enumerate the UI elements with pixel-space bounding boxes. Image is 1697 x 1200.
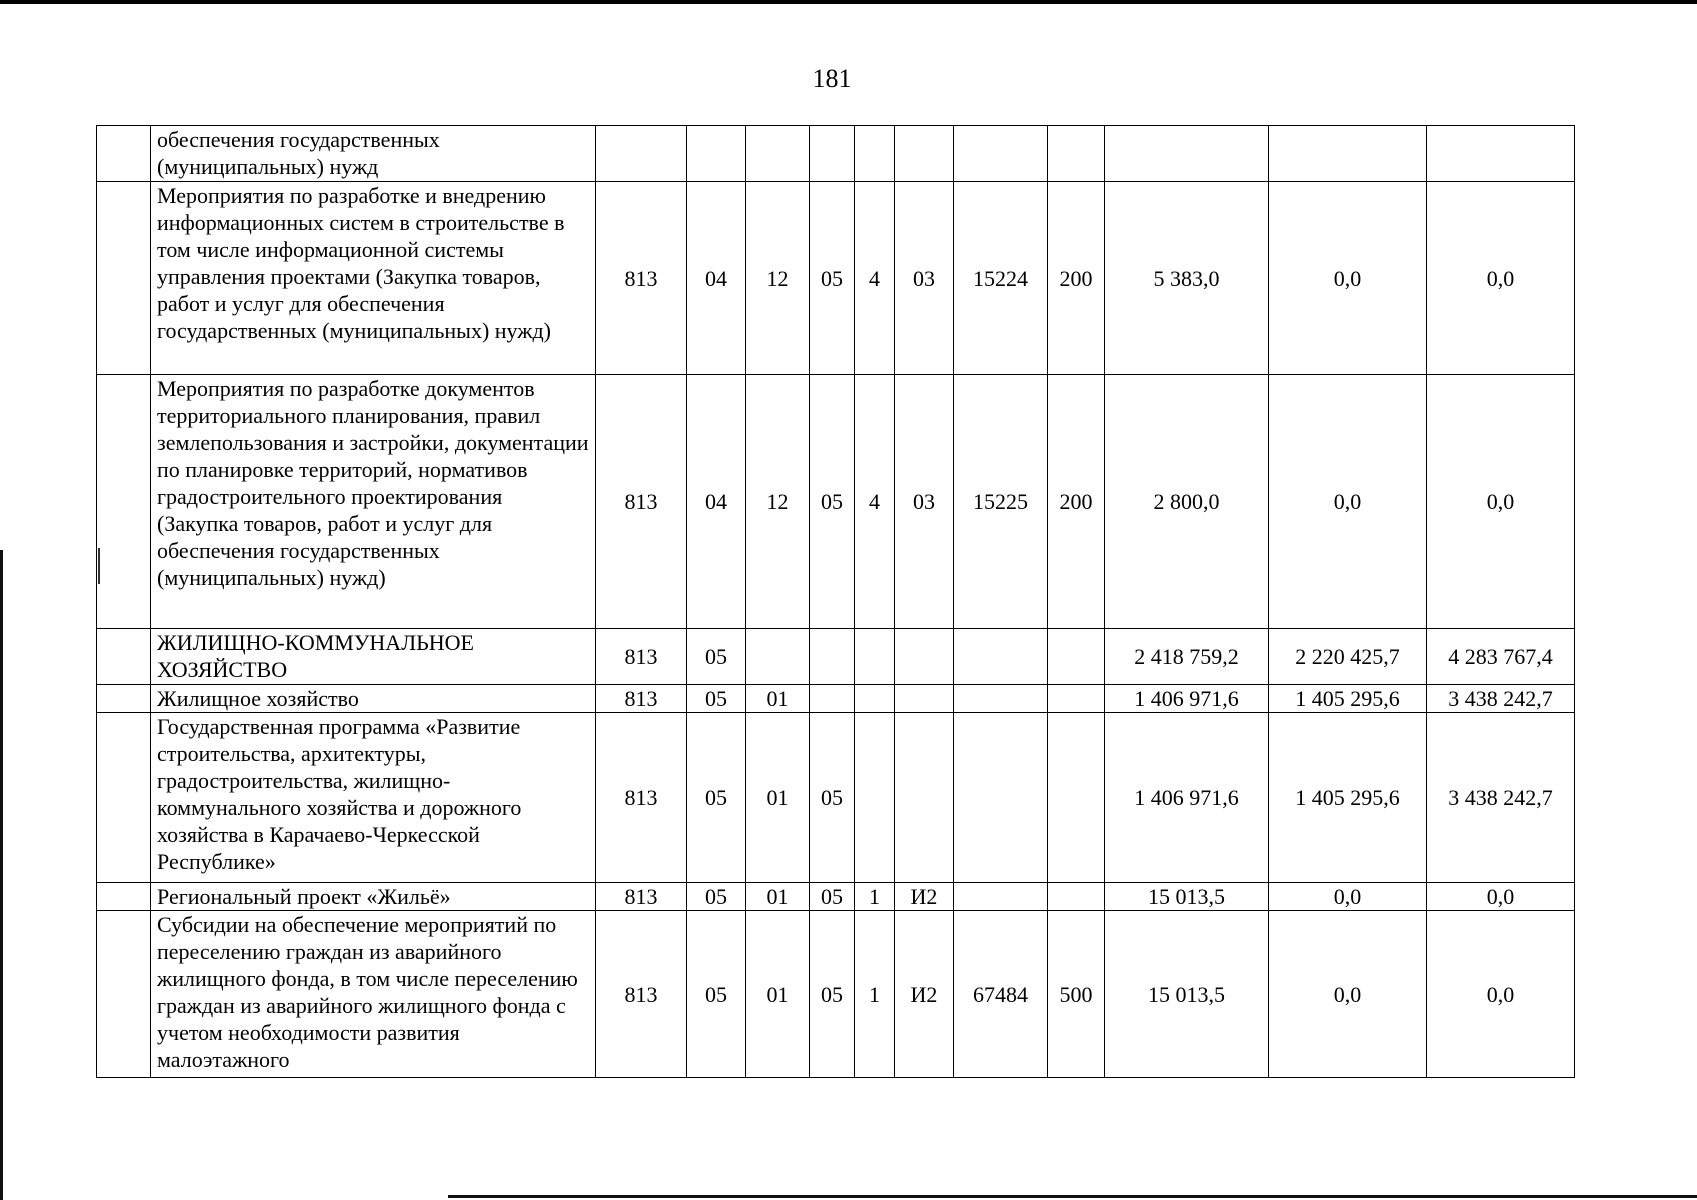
row-number-cell	[97, 126, 151, 182]
project-code	[895, 126, 954, 182]
amount-cell: 3 438 242,7	[1427, 685, 1575, 713]
subprogram-code	[855, 126, 895, 182]
table-row	[97, 182, 1575, 375]
table-row	[97, 685, 1575, 713]
direction-code: 15224	[954, 182, 1048, 375]
project-code: 03	[895, 375, 954, 629]
amount-cell: 1 405 295,6	[1269, 713, 1427, 883]
amount-cell: 0,0	[1269, 182, 1427, 375]
section-code: 05	[687, 713, 746, 883]
subprogram-code	[855, 713, 895, 883]
section-code: 05	[687, 685, 746, 713]
subsection-code	[746, 126, 810, 182]
item-name: Жилищное хозяйство	[151, 685, 596, 713]
scan-border-top	[0, 0, 1697, 4]
amount-cell: 2 220 425,7	[1269, 629, 1427, 685]
program-code: 05	[810, 911, 855, 1078]
project-code	[895, 629, 954, 685]
amount-cell: 0,0	[1427, 375, 1575, 629]
direction-code: 67484	[954, 911, 1048, 1078]
amount-cell	[1105, 126, 1269, 182]
row-number-cell	[97, 375, 151, 629]
amount-cell: 3 438 242,7	[1427, 713, 1575, 883]
subprogram-code	[855, 629, 895, 685]
expense-type-code	[1048, 685, 1105, 713]
amount-cell: 0,0	[1427, 883, 1575, 911]
row-number-cell	[97, 883, 151, 911]
expense-type-code: 200	[1048, 375, 1105, 629]
expense-type-code: 500	[1048, 911, 1105, 1078]
expense-type-code	[1048, 713, 1105, 883]
admin-code: 813	[596, 182, 687, 375]
project-code	[895, 685, 954, 713]
project-code: И2	[895, 911, 954, 1078]
item-name: Субсидии на обеспечение мероприятий по переселению граждан из аварийного жилищного фонда, в том числе переселению граждан из аварийного жилищного фонда с учетом необходимости развития малоэтажного	[151, 911, 596, 1078]
item-name: Мероприятия по разработке документов территориального планирования, правил землепользования и застройки, документации по планировке территорий, нормативов градостроительного проектирования (Закупка товаров, работ и услуг для обеспечения государственных (муниципальных) нужд)	[151, 375, 596, 629]
admin-code: 813	[596, 713, 687, 883]
direction-code	[954, 713, 1048, 883]
direction-code	[954, 883, 1048, 911]
amount-cell: 0,0	[1269, 375, 1427, 629]
amount-cell	[1427, 126, 1575, 182]
amount-cell: 4 283 767,4	[1427, 629, 1575, 685]
amount-cell: 5 383,0	[1105, 182, 1269, 375]
expense-type-code: 200	[1048, 182, 1105, 375]
program-code: 05	[810, 713, 855, 883]
table-row	[97, 629, 1575, 685]
subsection-code	[746, 629, 810, 685]
subprogram-code: 1	[855, 883, 895, 911]
direction-code	[954, 629, 1048, 685]
section-code: 04	[687, 375, 746, 629]
project-code: 03	[895, 182, 954, 375]
table-row	[97, 126, 1575, 182]
amount-cell: 0,0	[1427, 911, 1575, 1078]
scan-border-bottom	[448, 1195, 1697, 1198]
direction-code	[954, 685, 1048, 713]
row-number-cell	[97, 182, 151, 375]
section-code: 05	[687, 883, 746, 911]
subsection-code: 12	[746, 182, 810, 375]
admin-code: 813	[596, 911, 687, 1078]
item-name: обеспечения государственных (муниципальных) нужд	[151, 126, 596, 182]
table-row	[97, 911, 1575, 1078]
amount-cell: 0,0	[1269, 883, 1427, 911]
project-code: И2	[895, 883, 954, 911]
program-code	[810, 126, 855, 182]
row-number-cell	[97, 685, 151, 713]
item-name: Мероприятия по разработке и внедрению информационных систем в строительстве в том числе информационной системы управления проектами (Закупка товаров, работ и услуг для обеспечения государственных (муниципальных) нужд)	[151, 182, 596, 375]
amount-cell: 1 405 295,6	[1269, 685, 1427, 713]
admin-code: 813	[596, 883, 687, 911]
program-code: 05	[810, 883, 855, 911]
expense-type-code	[1048, 883, 1105, 911]
subsection-code: 12	[746, 375, 810, 629]
admin-code: 813	[596, 685, 687, 713]
amount-cell: 2 800,0	[1105, 375, 1269, 629]
amount-cell	[1269, 126, 1427, 182]
section-code	[687, 126, 746, 182]
budget-table	[96, 125, 1575, 1078]
program-code	[810, 629, 855, 685]
scan-border-left	[0, 550, 3, 1200]
subsection-code: 01	[746, 713, 810, 883]
subsection-code: 01	[746, 911, 810, 1078]
amount-cell: 15 013,5	[1105, 911, 1269, 1078]
amount-cell: 0,0	[1269, 911, 1427, 1078]
direction-code	[954, 126, 1048, 182]
program-code: 05	[810, 182, 855, 375]
subprogram-code: 1	[855, 911, 895, 1078]
section-code: 04	[687, 182, 746, 375]
amount-cell: 0,0	[1427, 182, 1575, 375]
item-name: Государственная программа «Развитие строительства, архитектуры, градостроительства, жилищно-коммунального хозяйства и дорожного хозяйства в Карачаево-Черкесской Республике»	[151, 713, 596, 883]
subsection-code: 01	[746, 883, 810, 911]
amount-cell: 2 418 759,2	[1105, 629, 1269, 685]
row-number-cell	[97, 713, 151, 883]
section-code: 05	[687, 911, 746, 1078]
expense-type-code	[1048, 126, 1105, 182]
page-number: 181	[812, 64, 852, 93]
table-row	[97, 883, 1575, 911]
table-row	[97, 375, 1575, 629]
amount-cell: 1 406 971,6	[1105, 713, 1269, 883]
subsection-code: 01	[746, 685, 810, 713]
admin-code: 813	[596, 375, 687, 629]
subprogram-code: 4	[855, 182, 895, 375]
row-number-cell	[97, 911, 151, 1078]
subprogram-code	[855, 685, 895, 713]
project-code	[895, 713, 954, 883]
program-code	[810, 685, 855, 713]
item-name: Региональный проект «Жильё»	[151, 883, 596, 911]
admin-code: 813	[596, 629, 687, 685]
row-number-cell	[97, 629, 151, 685]
program-code: 05	[810, 375, 855, 629]
section-code: 05	[687, 629, 746, 685]
subprogram-code: 4	[855, 375, 895, 629]
expense-type-code	[1048, 629, 1105, 685]
amount-cell: 15 013,5	[1105, 883, 1269, 911]
admin-code	[596, 126, 687, 182]
item-name: ЖИЛИЩНО-КОММУНАЛЬНОЕ ХОЗЯЙСТВО	[151, 629, 596, 685]
table-row	[97, 713, 1575, 883]
direction-code: 15225	[954, 375, 1048, 629]
amount-cell: 1 406 971,6	[1105, 685, 1269, 713]
